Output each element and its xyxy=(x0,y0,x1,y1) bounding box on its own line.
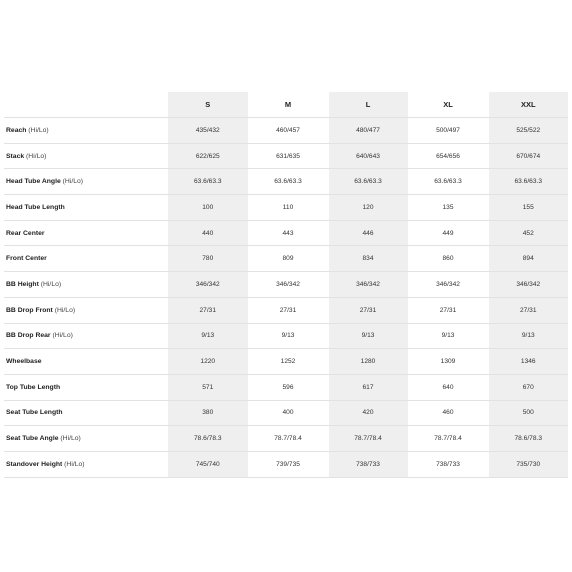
row-label xyxy=(4,169,168,195)
size-header-xl: XL xyxy=(408,92,488,118)
table-row xyxy=(4,169,568,195)
row-label xyxy=(4,323,168,349)
size-header-l: L xyxy=(328,92,408,118)
table-cell: 449 xyxy=(408,220,488,246)
size-header-s: S xyxy=(168,92,248,118)
table-row xyxy=(4,349,568,375)
table-cell: 63.6/63.3 xyxy=(248,169,328,195)
table-cell: 596 xyxy=(248,374,328,400)
table-cell: 9/13 xyxy=(488,323,568,349)
table-cell: 460/457 xyxy=(248,118,328,144)
row-label-name: Reach xyxy=(6,126,27,134)
table-row xyxy=(4,220,568,246)
table-cell: 670 xyxy=(488,374,568,400)
table-cell: 480/477 xyxy=(328,118,408,144)
size-header-row xyxy=(4,92,568,118)
row-label-name: Front Center xyxy=(6,255,47,263)
table-cell: 135 xyxy=(408,195,488,221)
table-row xyxy=(4,246,568,272)
table-cell: 670/674 xyxy=(488,143,568,169)
row-label-suffix: (Hi/Lo) xyxy=(62,178,84,186)
row-label-name: Rear Center xyxy=(6,229,45,237)
table-row xyxy=(4,426,568,452)
table-cell: 738/733 xyxy=(408,451,488,477)
table-cell: 745/740 xyxy=(168,451,248,477)
table-cell: 27/31 xyxy=(408,297,488,323)
table-cell: 110 xyxy=(248,195,328,221)
table-cell: 78.6/78.3 xyxy=(168,426,248,452)
table-cell: 571 xyxy=(168,374,248,400)
table-cell: 27/31 xyxy=(328,297,408,323)
table-cell: 27/31 xyxy=(248,297,328,323)
table-cell: 63.6/63.3 xyxy=(408,169,488,195)
table-cell: 780 xyxy=(168,246,248,272)
table-cell: 380 xyxy=(168,400,248,426)
table-row xyxy=(4,323,568,349)
row-label xyxy=(4,349,168,375)
table-cell: 63.6/63.3 xyxy=(488,169,568,195)
table-cell: 346/342 xyxy=(248,272,328,298)
table-cell: 78.6/78.3 xyxy=(488,426,568,452)
row-label-name: BB Drop Front xyxy=(6,306,53,314)
table-cell: 27/31 xyxy=(168,297,248,323)
table-cell: 1252 xyxy=(248,349,328,375)
row-label xyxy=(4,220,168,246)
row-label-suffix: (Hi/Lo) xyxy=(40,280,62,288)
row-label-name: Head Tube Length xyxy=(6,203,65,211)
row-label-suffix: (Hi/Lo) xyxy=(52,332,73,340)
table-cell: 346/342 xyxy=(168,272,248,298)
row-label xyxy=(4,118,168,144)
table-cell: 834 xyxy=(328,246,408,272)
row-label xyxy=(4,451,168,477)
row-label-suffix: (Hi/Lo) xyxy=(28,126,49,134)
row-label xyxy=(4,400,168,426)
table-cell: 9/13 xyxy=(168,323,248,349)
row-label xyxy=(4,426,168,452)
geometry-table-body xyxy=(4,118,568,478)
table-cell: 100 xyxy=(168,195,248,221)
row-label-suffix: (Hi/Lo) xyxy=(64,460,85,468)
table-cell: 640 xyxy=(408,374,488,400)
table-cell: 739/735 xyxy=(248,451,328,477)
row-label-name: Top Tube Length xyxy=(6,383,61,391)
table-cell: 654/656 xyxy=(408,143,488,169)
table-cell: 460 xyxy=(408,400,488,426)
table-cell: 446 xyxy=(328,220,408,246)
table-cell: 346/342 xyxy=(328,272,408,298)
table-cell: 809 xyxy=(248,246,328,272)
table-cell: 400 xyxy=(248,400,328,426)
table-cell: 617 xyxy=(328,374,408,400)
row-label xyxy=(4,374,168,400)
table-cell: 420 xyxy=(328,400,408,426)
row-label-name: Stack xyxy=(6,152,25,160)
table-cell: 452 xyxy=(488,220,568,246)
row-label xyxy=(4,272,168,298)
table-cell: 1220 xyxy=(168,349,248,375)
table-cell: 860 xyxy=(408,246,488,272)
table-cell: 9/13 xyxy=(248,323,328,349)
row-label-name: Standover Height xyxy=(6,460,63,468)
row-label-suffix: (Hi/Lo) xyxy=(60,435,81,443)
table-cell: 738/733 xyxy=(328,451,408,477)
table-cell: 63.6/63.3 xyxy=(168,169,248,195)
table-row xyxy=(4,451,568,477)
table-cell: 435/432 xyxy=(168,118,248,144)
row-label-name: BB Drop Rear xyxy=(6,332,51,340)
geometry-table xyxy=(4,92,568,478)
row-label-name: Wheelbase xyxy=(6,358,42,366)
table-cell: 1280 xyxy=(328,349,408,375)
table-cell: 27/31 xyxy=(488,297,568,323)
row-label-name: Seat Tube Length xyxy=(6,409,63,417)
table-row xyxy=(4,143,568,169)
row-label-name: Head Tube Angle xyxy=(6,178,61,186)
table-cell: 735/730 xyxy=(488,451,568,477)
table-cell: 63.6/63.3 xyxy=(328,169,408,195)
table-row xyxy=(4,195,568,221)
table-row xyxy=(4,374,568,400)
row-label xyxy=(4,195,168,221)
table-cell: 500 xyxy=(488,400,568,426)
row-label xyxy=(4,246,168,272)
table-cell: 525/522 xyxy=(488,118,568,144)
table-row xyxy=(4,297,568,323)
table-cell: 155 xyxy=(488,195,568,221)
table-cell: 120 xyxy=(328,195,408,221)
size-header-xxl: XXL xyxy=(488,92,568,118)
row-label-suffix: (Hi/Lo) xyxy=(26,152,47,160)
table-row xyxy=(4,272,568,298)
row-label-name: Seat Tube Angle xyxy=(6,435,59,443)
table-cell: 78.7/78.4 xyxy=(328,426,408,452)
table-cell: 9/13 xyxy=(328,323,408,349)
header-corner xyxy=(4,92,168,118)
table-cell: 9/13 xyxy=(408,323,488,349)
size-header-m: M xyxy=(248,92,328,118)
table-cell: 78.7/78.4 xyxy=(408,426,488,452)
row-label xyxy=(4,297,168,323)
table-cell: 346/342 xyxy=(408,272,488,298)
table-row xyxy=(4,118,568,144)
table-cell: 894 xyxy=(488,246,568,272)
table-cell: 78.7/78.4 xyxy=(248,426,328,452)
row-label xyxy=(4,143,168,169)
table-cell: 640/643 xyxy=(328,143,408,169)
table-cell: 631/635 xyxy=(248,143,328,169)
table-cell: 443 xyxy=(248,220,328,246)
row-label-suffix: (Hi/Lo) xyxy=(54,306,76,314)
table-cell: 622/625 xyxy=(168,143,248,169)
table-cell: 1346 xyxy=(488,349,568,375)
table-cell: 346/342 xyxy=(488,272,568,298)
table-row xyxy=(4,400,568,426)
table-cell: 440 xyxy=(168,220,248,246)
table-cell: 1309 xyxy=(408,349,488,375)
row-label-name: BB Height xyxy=(6,280,39,288)
table-cell: 500/497 xyxy=(408,118,488,144)
